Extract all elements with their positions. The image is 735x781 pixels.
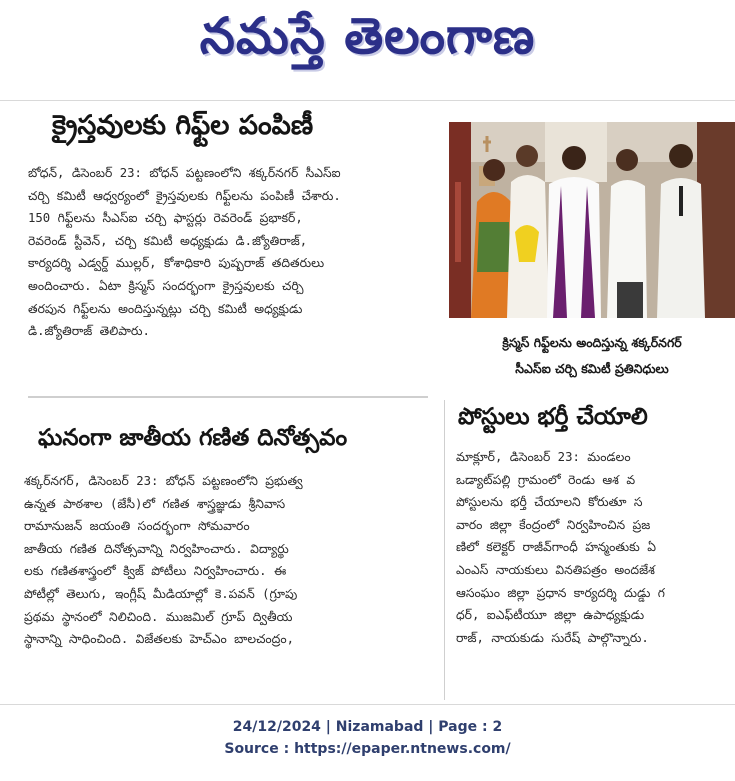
article1-line: బోధన్, డిసెంబర్ 23: బోధన్ పట్టణంలోని శక్కర్‌నగర్ సీఎస్ఐ bbox=[28, 166, 341, 180]
masthead bbox=[0, 0, 735, 84]
article2-line: రామానుజన్ జయంతి సందర్భంగా సోమవారం bbox=[24, 519, 250, 534]
article3-line: ఎంఎస్ నాయకులు వినతిపత్రం అందజేశ bbox=[456, 562, 655, 577]
article2-line: శక్కర్‌నగర్, డిసెంబర్ 23: బోధన్ పట్టణంలోని ప్రభుత్వ bbox=[24, 474, 303, 488]
article3-line: మాక్లూర్, డిసెంబర్ 23: మండలం bbox=[456, 450, 631, 464]
article3-line: ఒడ్యాట్‌పల్లి గ్రామంలో రెండు ఆశ వ bbox=[456, 472, 636, 487]
vertical-divider bbox=[444, 400, 445, 700]
news-photo bbox=[449, 122, 735, 318]
article2-line: లకు గణితశాస్త్రంలో క్విజ్ పోటీలు నిర్వహించారు. ఈ bbox=[24, 564, 287, 579]
article2-line: పోటీల్లో తెలుగు, ఇంగ్లీష్ మీడియాల్లో కె.పవన్ (గ్రూపు bbox=[24, 586, 298, 601]
article1-body bbox=[28, 162, 441, 343]
article2-line: ప్రథమ స్థానంలో నిలిచింది. ముజమిల్ గ్రూప్ ద్వితీయ bbox=[24, 609, 293, 624]
article3-line: ధర్, ఐఎఫ్‌టీయూ జిల్లా ఉపాధ్యక్షుడు bbox=[456, 608, 645, 623]
article3-headline: పోస్టులు భర్తీ చేయాలి bbox=[458, 404, 648, 430]
caption-line: సీఎస్ఐ చర్చి కమిటీ ప్రతినిధులు bbox=[515, 361, 669, 376]
footer-date-edition: 24/12/2024 | Nizamabad | Page : 2 bbox=[232, 719, 503, 735]
article2-body bbox=[24, 470, 438, 651]
frame-line-top bbox=[0, 100, 735, 101]
caption-line: క్రిస్మస్ గిఫ్ట్‌లను అందిస్తున్న శక్కర్‌నగర్ bbox=[502, 335, 682, 350]
article3-line: పోస్టులను భర్తీ చేయాలని కోరుతూ స bbox=[456, 495, 643, 510]
newspaper-title: నమస్తే తెలంగాణ bbox=[199, 6, 536, 65]
footer-source: Source : https://epaper.ntnews.com/ bbox=[224, 741, 511, 757]
horizontal-divider bbox=[28, 396, 428, 398]
frame-line-bottom bbox=[0, 704, 735, 705]
article2-line: స్థానాన్ని సాధించింది. విజేతలకు హెచ్ఎం బాలచంద్రం, bbox=[24, 632, 294, 647]
article2-line: ఉన్నత పాఠశాల (జేసీ)లో గణిత శాస్త్రజ్ఞుడు శ్రీనివాస bbox=[24, 496, 286, 511]
article1-line: డి.జ్యోతిరాజ్ తెలిపారు. bbox=[28, 324, 150, 339]
article1-line: చర్చి కమిటీ ఆధ్వర్యంలో క్రైస్తవులకు గిఫ్ట్‌లను పంపిణీ చేశారు. bbox=[28, 188, 341, 203]
article2-headline: ఘనంగా జాతీయ గణిత దినోత్సవం bbox=[38, 425, 348, 451]
article3-body bbox=[456, 446, 735, 649]
article1-line: 150 గిఫ్ట్‌లను సీఎస్ఐ చర్చి ఫాస్టర్లు రెవరెండ్ ప్రభాకర్, bbox=[28, 211, 303, 226]
photo-caption bbox=[449, 330, 735, 382]
article1-line: రెవరెండ్ స్టీవెన్, చర్చి కమిటీ అధ్యక్షుడు డి.జ్యోతిరాజ్, bbox=[28, 233, 308, 248]
article2-line: జాతీయ గణిత దినోత్సవాన్ని నిర్వహించారు. విద్యార్థు bbox=[24, 541, 289, 556]
article3-line: రాజ్, నాయకుడు సురేష్ పాల్గొన్నారు. bbox=[456, 630, 649, 645]
article1-line: తరపున గిఫ్ట్‌లను అందిస్తున్నట్లు చర్చి కమిటీ అధ్యక్షుడు bbox=[28, 301, 303, 316]
article3-line: ణిలో కలెక్టర్ రాజీవ్‌గాంధీ హన్మంతుకు ఏ bbox=[456, 540, 656, 555]
article1-headline: క్రైస్తవులకు గిఫ్ట్‌ల పంపిణీ bbox=[52, 110, 314, 141]
article3-line: ఆసంఘం జిల్లా ప్రధాన కార్యదర్శి దుడ్డు గ bbox=[456, 585, 665, 600]
church-gift-photo bbox=[449, 122, 735, 318]
article3-line: వారం జిల్లా కేంద్రంలో నిర్వహించిన ప్రజ bbox=[456, 517, 651, 532]
article1-line: అందించారు. ఏటా క్రిస్మస్ సందర్భంగా క్రైస్తవులకు చర్చి bbox=[28, 278, 304, 293]
article1-line: కార్యదర్శి ఎడ్వర్డ్ ముల్లర్, కోశాధికారి పుష్పరాజ్ తదితరులు bbox=[28, 256, 325, 271]
